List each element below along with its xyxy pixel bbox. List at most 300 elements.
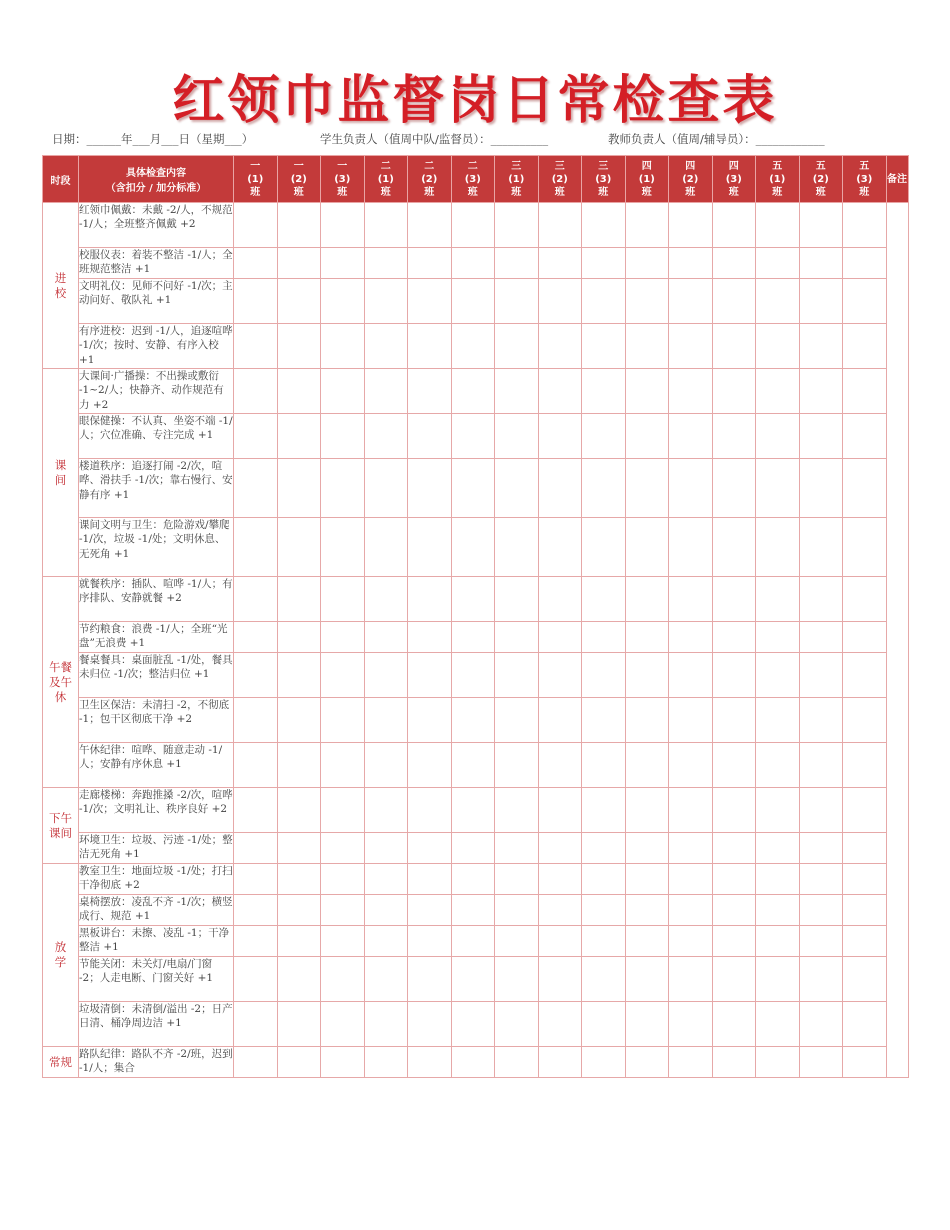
score-cell[interactable] bbox=[756, 743, 800, 788]
score-cell[interactable] bbox=[625, 743, 669, 788]
score-cell[interactable] bbox=[756, 1002, 800, 1047]
score-cell[interactable] bbox=[625, 577, 669, 622]
score-cell[interactable] bbox=[712, 1047, 756, 1078]
score-cell[interactable] bbox=[582, 203, 626, 248]
score-cell[interactable] bbox=[625, 698, 669, 743]
score-cell[interactable] bbox=[234, 279, 278, 324]
score-cell[interactable] bbox=[495, 653, 539, 698]
score-cell[interactable] bbox=[799, 698, 843, 743]
score-cell[interactable] bbox=[712, 203, 756, 248]
score-cell[interactable] bbox=[538, 248, 582, 279]
score-cell[interactable] bbox=[321, 622, 365, 653]
score-cell[interactable] bbox=[712, 518, 756, 577]
score-cell[interactable] bbox=[756, 833, 800, 864]
score-cell[interactable] bbox=[625, 957, 669, 1002]
score-cell[interactable] bbox=[495, 1002, 539, 1047]
score-cell[interactable] bbox=[843, 414, 887, 459]
score-cell[interactable] bbox=[669, 324, 713, 369]
score-cell[interactable] bbox=[495, 248, 539, 279]
score-cell[interactable] bbox=[321, 248, 365, 279]
score-cell[interactable] bbox=[408, 743, 452, 788]
score-cell[interactable] bbox=[234, 895, 278, 926]
score-cell[interactable] bbox=[669, 788, 713, 833]
score-cell[interactable] bbox=[582, 1047, 626, 1078]
score-cell[interactable] bbox=[408, 577, 452, 622]
score-cell[interactable] bbox=[451, 653, 495, 698]
score-cell[interactable] bbox=[321, 743, 365, 788]
score-cell[interactable] bbox=[364, 369, 408, 414]
score-cell[interactable] bbox=[538, 518, 582, 577]
score-cell[interactable] bbox=[277, 369, 321, 414]
score-cell[interactable] bbox=[234, 743, 278, 788]
score-cell[interactable] bbox=[756, 788, 800, 833]
score-cell[interactable] bbox=[495, 957, 539, 1002]
score-cell[interactable] bbox=[234, 1002, 278, 1047]
score-cell[interactable] bbox=[843, 324, 887, 369]
score-cell[interactable] bbox=[408, 895, 452, 926]
score-cell[interactable] bbox=[451, 743, 495, 788]
score-cell[interactable] bbox=[756, 248, 800, 279]
score-cell[interactable] bbox=[451, 1002, 495, 1047]
score-cell[interactable] bbox=[625, 788, 669, 833]
score-cell[interactable] bbox=[538, 459, 582, 518]
score-cell[interactable] bbox=[495, 203, 539, 248]
score-cell[interactable] bbox=[843, 743, 887, 788]
score-cell[interactable] bbox=[364, 743, 408, 788]
score-cell[interactable] bbox=[321, 1047, 365, 1078]
score-cell[interactable] bbox=[277, 957, 321, 1002]
score-cell[interactable] bbox=[582, 833, 626, 864]
score-cell[interactable] bbox=[538, 833, 582, 864]
score-cell[interactable] bbox=[277, 926, 321, 957]
score-cell[interactable] bbox=[843, 577, 887, 622]
score-cell[interactable] bbox=[582, 895, 626, 926]
score-cell[interactable] bbox=[364, 698, 408, 743]
score-cell[interactable] bbox=[408, 518, 452, 577]
score-cell[interactable] bbox=[364, 926, 408, 957]
score-cell[interactable] bbox=[712, 864, 756, 895]
score-cell[interactable] bbox=[843, 279, 887, 324]
score-cell[interactable] bbox=[234, 203, 278, 248]
score-cell[interactable] bbox=[756, 895, 800, 926]
score-cell[interactable] bbox=[712, 788, 756, 833]
score-cell[interactable] bbox=[364, 279, 408, 324]
score-cell[interactable] bbox=[408, 414, 452, 459]
score-cell[interactable] bbox=[799, 895, 843, 926]
score-cell[interactable] bbox=[451, 833, 495, 864]
score-cell[interactable] bbox=[799, 926, 843, 957]
score-cell[interactable] bbox=[321, 518, 365, 577]
score-cell[interactable] bbox=[625, 518, 669, 577]
score-cell[interactable] bbox=[451, 203, 495, 248]
score-cell[interactable] bbox=[451, 698, 495, 743]
score-cell[interactable] bbox=[712, 622, 756, 653]
score-cell[interactable] bbox=[321, 895, 365, 926]
score-cell[interactable] bbox=[582, 248, 626, 279]
score-cell[interactable] bbox=[538, 698, 582, 743]
score-cell[interactable] bbox=[799, 577, 843, 622]
score-cell[interactable] bbox=[799, 653, 843, 698]
score-cell[interactable] bbox=[712, 653, 756, 698]
score-cell[interactable] bbox=[799, 324, 843, 369]
score-cell[interactable] bbox=[495, 895, 539, 926]
score-cell[interactable] bbox=[625, 833, 669, 864]
score-cell[interactable] bbox=[799, 369, 843, 414]
score-cell[interactable] bbox=[234, 459, 278, 518]
score-cell[interactable] bbox=[669, 369, 713, 414]
score-cell[interactable] bbox=[364, 957, 408, 1002]
score-cell[interactable] bbox=[277, 1047, 321, 1078]
score-cell[interactable] bbox=[669, 1002, 713, 1047]
score-cell[interactable] bbox=[495, 1047, 539, 1078]
score-cell[interactable] bbox=[364, 518, 408, 577]
score-cell[interactable] bbox=[669, 577, 713, 622]
score-cell[interactable] bbox=[712, 248, 756, 279]
score-cell[interactable] bbox=[234, 324, 278, 369]
score-cell[interactable] bbox=[625, 203, 669, 248]
score-cell[interactable] bbox=[582, 698, 626, 743]
score-cell[interactable] bbox=[495, 698, 539, 743]
score-cell[interactable] bbox=[712, 1002, 756, 1047]
score-cell[interactable] bbox=[277, 414, 321, 459]
score-cell[interactable] bbox=[756, 957, 800, 1002]
score-cell[interactable] bbox=[277, 248, 321, 279]
score-cell[interactable] bbox=[495, 743, 539, 788]
score-cell[interactable] bbox=[408, 622, 452, 653]
score-cell[interactable] bbox=[538, 203, 582, 248]
score-cell[interactable] bbox=[538, 369, 582, 414]
score-cell[interactable] bbox=[234, 622, 278, 653]
score-cell[interactable] bbox=[712, 279, 756, 324]
score-cell[interactable] bbox=[843, 926, 887, 957]
score-cell[interactable] bbox=[277, 743, 321, 788]
score-cell[interactable] bbox=[364, 248, 408, 279]
score-cell[interactable] bbox=[799, 743, 843, 788]
score-cell[interactable] bbox=[799, 622, 843, 653]
score-cell[interactable] bbox=[451, 788, 495, 833]
score-cell[interactable] bbox=[495, 414, 539, 459]
score-cell[interactable] bbox=[712, 369, 756, 414]
score-cell[interactable] bbox=[799, 459, 843, 518]
score-cell[interactable] bbox=[277, 1002, 321, 1047]
score-cell[interactable] bbox=[321, 653, 365, 698]
score-cell[interactable] bbox=[234, 369, 278, 414]
score-cell[interactable] bbox=[451, 459, 495, 518]
score-cell[interactable] bbox=[321, 1002, 365, 1047]
score-cell[interactable] bbox=[756, 653, 800, 698]
score-cell[interactable] bbox=[669, 414, 713, 459]
score-cell[interactable] bbox=[756, 203, 800, 248]
score-cell[interactable] bbox=[843, 1047, 887, 1078]
score-cell[interactable] bbox=[451, 369, 495, 414]
score-cell[interactable] bbox=[843, 788, 887, 833]
score-cell[interactable] bbox=[408, 864, 452, 895]
score-cell[interactable] bbox=[321, 203, 365, 248]
score-cell[interactable] bbox=[843, 459, 887, 518]
score-cell[interactable] bbox=[451, 577, 495, 622]
score-cell[interactable] bbox=[234, 414, 278, 459]
score-cell[interactable] bbox=[756, 864, 800, 895]
score-cell[interactable] bbox=[625, 459, 669, 518]
score-cell[interactable] bbox=[321, 788, 365, 833]
score-cell[interactable] bbox=[364, 833, 408, 864]
score-cell[interactable] bbox=[277, 518, 321, 577]
score-cell[interactable] bbox=[451, 279, 495, 324]
score-cell[interactable] bbox=[669, 864, 713, 895]
score-cell[interactable] bbox=[364, 414, 408, 459]
score-cell[interactable] bbox=[495, 324, 539, 369]
score-cell[interactable] bbox=[712, 833, 756, 864]
score-cell[interactable] bbox=[408, 1047, 452, 1078]
score-cell[interactable] bbox=[669, 653, 713, 698]
score-cell[interactable] bbox=[625, 1002, 669, 1047]
score-cell[interactable] bbox=[582, 653, 626, 698]
score-cell[interactable] bbox=[538, 957, 582, 1002]
score-cell[interactable] bbox=[408, 698, 452, 743]
score-cell[interactable] bbox=[843, 622, 887, 653]
score-cell[interactable] bbox=[364, 653, 408, 698]
score-cell[interactable] bbox=[277, 203, 321, 248]
score-cell[interactable] bbox=[669, 622, 713, 653]
score-cell[interactable] bbox=[538, 743, 582, 788]
score-cell[interactable] bbox=[451, 248, 495, 279]
score-cell[interactable] bbox=[582, 459, 626, 518]
score-cell[interactable] bbox=[843, 369, 887, 414]
score-cell[interactable] bbox=[669, 698, 713, 743]
score-cell[interactable] bbox=[234, 864, 278, 895]
score-cell[interactable] bbox=[538, 279, 582, 324]
score-cell[interactable] bbox=[582, 518, 626, 577]
score-cell[interactable] bbox=[451, 957, 495, 1002]
score-cell[interactable] bbox=[538, 1047, 582, 1078]
score-cell[interactable] bbox=[234, 698, 278, 743]
score-cell[interactable] bbox=[451, 926, 495, 957]
score-cell[interactable] bbox=[538, 653, 582, 698]
score-cell[interactable] bbox=[495, 864, 539, 895]
score-cell[interactable] bbox=[756, 279, 800, 324]
score-cell[interactable] bbox=[669, 957, 713, 1002]
score-cell[interactable] bbox=[799, 864, 843, 895]
score-cell[interactable] bbox=[538, 1002, 582, 1047]
score-cell[interactable] bbox=[321, 864, 365, 895]
note-cell[interactable] bbox=[886, 203, 908, 1078]
date-field[interactable]: 日期：______年___月___日（星期___） bbox=[52, 132, 254, 146]
score-cell[interactable] bbox=[669, 248, 713, 279]
score-cell[interactable] bbox=[364, 622, 408, 653]
score-cell[interactable] bbox=[538, 788, 582, 833]
score-cell[interactable] bbox=[277, 324, 321, 369]
score-cell[interactable] bbox=[277, 895, 321, 926]
score-cell[interactable] bbox=[451, 518, 495, 577]
score-cell[interactable] bbox=[756, 324, 800, 369]
score-cell[interactable] bbox=[408, 324, 452, 369]
score-cell[interactable] bbox=[321, 414, 365, 459]
score-cell[interactable] bbox=[799, 518, 843, 577]
score-cell[interactable] bbox=[669, 1047, 713, 1078]
score-cell[interactable] bbox=[843, 698, 887, 743]
score-cell[interactable] bbox=[364, 1047, 408, 1078]
score-cell[interactable] bbox=[799, 957, 843, 1002]
score-cell[interactable] bbox=[364, 459, 408, 518]
score-cell[interactable] bbox=[277, 864, 321, 895]
score-cell[interactable] bbox=[408, 279, 452, 324]
score-cell[interactable] bbox=[712, 577, 756, 622]
score-cell[interactable] bbox=[538, 577, 582, 622]
score-cell[interactable] bbox=[495, 459, 539, 518]
score-cell[interactable] bbox=[712, 698, 756, 743]
score-cell[interactable] bbox=[277, 459, 321, 518]
score-cell[interactable] bbox=[669, 518, 713, 577]
score-cell[interactable] bbox=[321, 926, 365, 957]
score-cell[interactable] bbox=[277, 653, 321, 698]
score-cell[interactable] bbox=[625, 622, 669, 653]
score-cell[interactable] bbox=[538, 895, 582, 926]
score-cell[interactable] bbox=[364, 1002, 408, 1047]
score-cell[interactable] bbox=[277, 698, 321, 743]
score-cell[interactable] bbox=[538, 622, 582, 653]
score-cell[interactable] bbox=[234, 577, 278, 622]
score-cell[interactable] bbox=[843, 957, 887, 1002]
score-cell[interactable] bbox=[669, 895, 713, 926]
score-cell[interactable] bbox=[625, 414, 669, 459]
score-cell[interactable] bbox=[408, 459, 452, 518]
score-cell[interactable] bbox=[451, 864, 495, 895]
score-cell[interactable] bbox=[582, 743, 626, 788]
score-cell[interactable] bbox=[408, 369, 452, 414]
score-cell[interactable] bbox=[843, 864, 887, 895]
score-cell[interactable] bbox=[843, 518, 887, 577]
score-cell[interactable] bbox=[625, 926, 669, 957]
score-cell[interactable] bbox=[408, 788, 452, 833]
score-cell[interactable] bbox=[495, 369, 539, 414]
score-cell[interactable] bbox=[538, 324, 582, 369]
score-cell[interactable] bbox=[582, 926, 626, 957]
score-cell[interactable] bbox=[799, 203, 843, 248]
score-cell[interactable] bbox=[495, 833, 539, 864]
score-cell[interactable] bbox=[321, 698, 365, 743]
score-cell[interactable] bbox=[669, 459, 713, 518]
score-cell[interactable] bbox=[451, 895, 495, 926]
score-cell[interactable] bbox=[408, 957, 452, 1002]
score-cell[interactable] bbox=[408, 833, 452, 864]
score-cell[interactable] bbox=[495, 279, 539, 324]
score-cell[interactable] bbox=[843, 1002, 887, 1047]
score-cell[interactable] bbox=[625, 895, 669, 926]
score-cell[interactable] bbox=[625, 1047, 669, 1078]
score-cell[interactable] bbox=[756, 1047, 800, 1078]
score-cell[interactable] bbox=[712, 324, 756, 369]
score-cell[interactable] bbox=[843, 833, 887, 864]
score-cell[interactable] bbox=[234, 518, 278, 577]
score-cell[interactable] bbox=[843, 653, 887, 698]
score-cell[interactable] bbox=[364, 864, 408, 895]
score-cell[interactable] bbox=[538, 864, 582, 895]
score-cell[interactable] bbox=[756, 698, 800, 743]
score-cell[interactable] bbox=[669, 203, 713, 248]
score-cell[interactable] bbox=[712, 743, 756, 788]
score-cell[interactable] bbox=[364, 895, 408, 926]
score-cell[interactable] bbox=[756, 577, 800, 622]
score-cell[interactable] bbox=[451, 622, 495, 653]
score-cell[interactable] bbox=[799, 833, 843, 864]
score-cell[interactable] bbox=[799, 1002, 843, 1047]
score-cell[interactable] bbox=[625, 864, 669, 895]
score-cell[interactable] bbox=[234, 833, 278, 864]
score-cell[interactable] bbox=[321, 957, 365, 1002]
student-leader-field[interactable]: 学生负责人（值周中队/监督员）：__________ bbox=[320, 132, 549, 146]
score-cell[interactable] bbox=[712, 895, 756, 926]
score-cell[interactable] bbox=[669, 743, 713, 788]
score-cell[interactable] bbox=[582, 957, 626, 1002]
score-cell[interactable] bbox=[364, 788, 408, 833]
score-cell[interactable] bbox=[408, 926, 452, 957]
score-cell[interactable] bbox=[582, 622, 626, 653]
score-cell[interactable] bbox=[364, 324, 408, 369]
score-cell[interactable] bbox=[234, 957, 278, 1002]
score-cell[interactable] bbox=[712, 957, 756, 1002]
score-cell[interactable] bbox=[712, 414, 756, 459]
score-cell[interactable] bbox=[538, 414, 582, 459]
score-cell[interactable] bbox=[582, 577, 626, 622]
score-cell[interactable] bbox=[843, 203, 887, 248]
score-cell[interactable] bbox=[625, 324, 669, 369]
score-cell[interactable] bbox=[799, 1047, 843, 1078]
score-cell[interactable] bbox=[234, 926, 278, 957]
score-cell[interactable] bbox=[277, 622, 321, 653]
score-cell[interactable] bbox=[277, 279, 321, 324]
score-cell[interactable] bbox=[582, 369, 626, 414]
score-cell[interactable] bbox=[408, 653, 452, 698]
score-cell[interactable] bbox=[625, 279, 669, 324]
score-cell[interactable] bbox=[625, 653, 669, 698]
score-cell[interactable] bbox=[321, 577, 365, 622]
score-cell[interactable] bbox=[451, 414, 495, 459]
score-cell[interactable] bbox=[712, 926, 756, 957]
score-cell[interactable] bbox=[625, 369, 669, 414]
score-cell[interactable] bbox=[756, 622, 800, 653]
score-cell[interactable] bbox=[756, 459, 800, 518]
score-cell[interactable] bbox=[843, 248, 887, 279]
score-cell[interactable] bbox=[582, 414, 626, 459]
score-cell[interactable] bbox=[756, 414, 800, 459]
score-cell[interactable] bbox=[712, 459, 756, 518]
score-cell[interactable] bbox=[277, 577, 321, 622]
score-cell[interactable] bbox=[408, 203, 452, 248]
score-cell[interactable] bbox=[495, 518, 539, 577]
score-cell[interactable] bbox=[321, 369, 365, 414]
score-cell[interactable] bbox=[234, 1047, 278, 1078]
score-cell[interactable] bbox=[756, 369, 800, 414]
score-cell[interactable] bbox=[321, 279, 365, 324]
score-cell[interactable] bbox=[277, 833, 321, 864]
score-cell[interactable] bbox=[495, 788, 539, 833]
score-cell[interactable] bbox=[582, 864, 626, 895]
score-cell[interactable] bbox=[756, 926, 800, 957]
score-cell[interactable] bbox=[799, 279, 843, 324]
score-cell[interactable] bbox=[495, 926, 539, 957]
score-cell[interactable] bbox=[234, 248, 278, 279]
score-cell[interactable] bbox=[669, 926, 713, 957]
score-cell[interactable] bbox=[843, 895, 887, 926]
score-cell[interactable] bbox=[364, 577, 408, 622]
score-cell[interactable] bbox=[799, 248, 843, 279]
score-cell[interactable] bbox=[451, 324, 495, 369]
score-cell[interactable] bbox=[582, 279, 626, 324]
score-cell[interactable] bbox=[321, 833, 365, 864]
score-cell[interactable] bbox=[538, 926, 582, 957]
score-cell[interactable] bbox=[451, 1047, 495, 1078]
score-cell[interactable] bbox=[321, 324, 365, 369]
